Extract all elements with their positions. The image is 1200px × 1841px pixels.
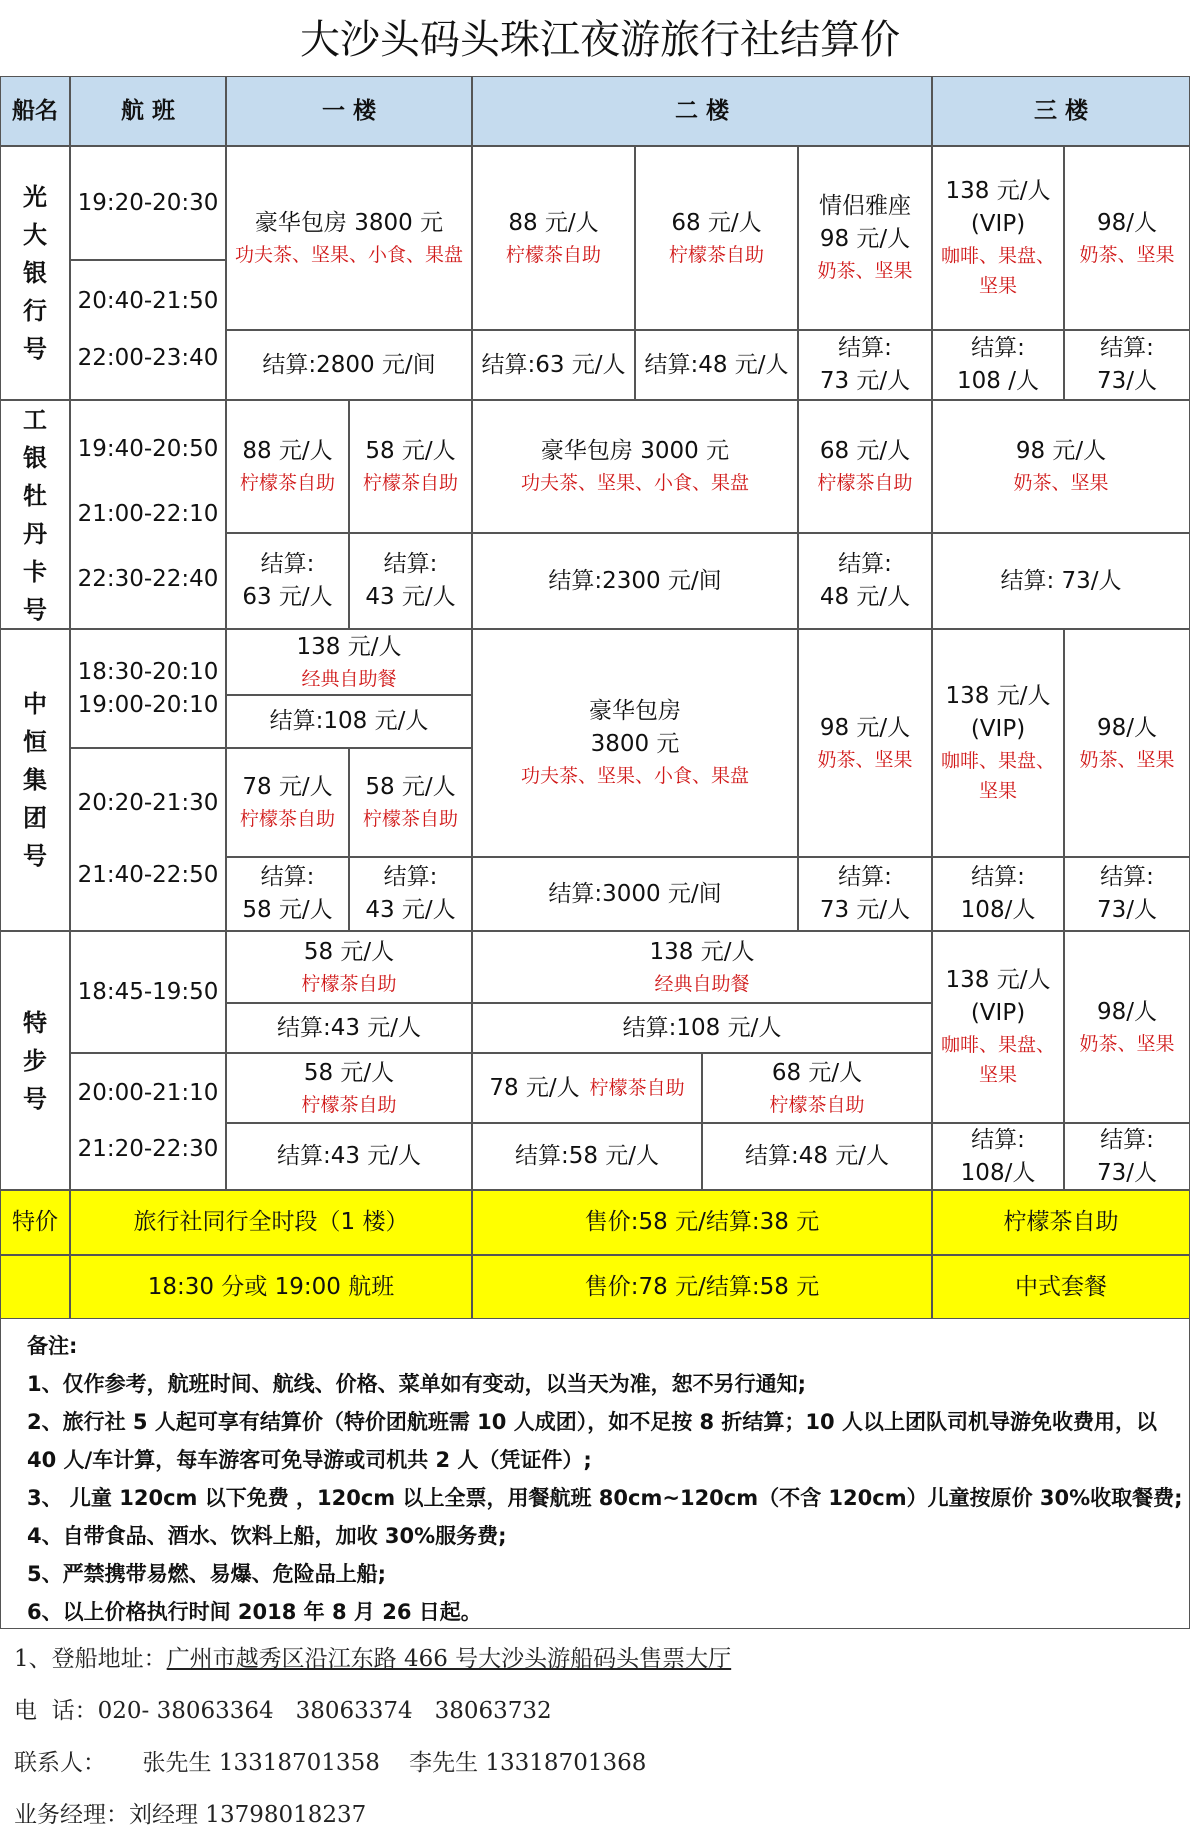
ship1-f3b-settle: 结算: 73/人 — [1064, 330, 1190, 400]
ship2-f2c-price: 68 元/人 柠檬茶自助 — [798, 400, 932, 533]
note-item: 40 人/车计算，每车游客可免导游或司机共 2 人（凭证件）; — [27, 1448, 592, 1472]
ship1-f3a-settle: 结算: 108 /人 — [932, 330, 1064, 400]
ship1-f2a-settle: 结算:63 元/人 — [472, 330, 635, 400]
ship3-f3a-price: 138 元/人 (VIP) 咖啡、果盘、 坚果 — [932, 629, 1064, 857]
ship4-time-1: 18:45-19:50 — [70, 931, 226, 1053]
ship1-f2b-price: 68 元/人 柠檬茶自助 — [635, 146, 798, 330]
ship4-f2b-price: 78 元/人 柠檬茶自助 — [472, 1053, 702, 1123]
ship4-f1b-settle: 结算:43 元/人 — [226, 1123, 472, 1190]
ship4-time-2-3: 20:00-21:10 21:20-22:30 — [70, 1053, 226, 1190]
ship1-f2c-price: 情侣雅座 98 元/人 奶茶、坚果 — [798, 146, 932, 330]
ship4-f3a-price: 138 元/人 (VIP) 咖啡、果盘、 坚果 — [932, 931, 1064, 1123]
note-item: 4、自带食品、酒水、饮料上船，加收 30%服务费; — [27, 1524, 507, 1548]
special-label-blank — [0, 1255, 70, 1319]
ship3-f2c-price: 98 元/人 奶茶、坚果 — [798, 629, 932, 857]
boarding-address: 1、登船地址：广州市越秀区沿江东路 466 号大沙头游船码头售票大厅 — [14, 1646, 732, 1672]
ship4-f2c-price: 68 元/人 柠檬茶自助 — [702, 1053, 932, 1123]
header-floor2: 二 楼 — [472, 76, 932, 146]
ship2-f2c-settle: 结算: 48 元/人 — [798, 533, 932, 629]
ship3-f2-settle: 结算:3000 元/间 — [472, 857, 798, 931]
ship1-time-1: 19:20-20:30 — [70, 146, 226, 260]
ship3-f3a-settle: 结算: 108/人 — [932, 857, 1064, 931]
ship2-f2-price: 豪华包房 3000 元 功夫茶、坚果、小食、果盘 — [472, 400, 798, 533]
ship1-f1-settle: 结算:2800 元/间 — [226, 330, 472, 400]
ship1-f2a-price: 88 元/人 柠檬茶自助 — [472, 146, 635, 330]
special-row2-price: 售价:78 元/结算:58 元 — [472, 1255, 932, 1319]
note-item: 6、以上价格执行时间 2018 年 8 月 26 日起。 — [27, 1600, 482, 1624]
ship4-f1a-price: 58 元/人 柠檬茶自助 — [226, 931, 472, 1003]
manager-line: 业务经理：刘经理 13798018237 — [14, 1802, 367, 1828]
contact-footer — [14, 1633, 1184, 1841]
ship2-f3-settle: 结算: 73/人 — [932, 533, 1190, 629]
ship1-name: 光 大 银 行 号 — [0, 146, 70, 400]
ship3-f3b-settle: 结算: 73/人 — [1064, 857, 1190, 931]
ship4-f1a-settle: 结算:43 元/人 — [226, 1003, 472, 1053]
special-row2-desc: 18:30 分或 19:00 航班 — [70, 1255, 472, 1319]
ship1-f3b-price: 98/人 奶茶、坚果 — [1064, 146, 1190, 330]
boarding-address-value: 广州市越秀区沿江东路 466 号大沙头游船码头售票大厅 — [166, 1646, 732, 1672]
price-table — [0, 76, 1190, 1319]
ship4-f2a-settle: 结算:108 元/人 — [472, 1003, 932, 1053]
ship4-f1b-price: 58 元/人 柠檬茶自助 — [226, 1053, 472, 1123]
ship2-f1b-price: 58 元/人 柠檬茶自助 — [349, 400, 472, 533]
ship2-f1b-settle: 结算: 43 元/人 — [349, 533, 472, 629]
page-title: 大沙头码头珠江夜游旅行社结算价 — [300, 17, 900, 63]
ship2-f3-price: 98 元/人 奶茶、坚果 — [932, 400, 1190, 533]
ship3-f3b-price: 98/人 奶茶、坚果 — [1064, 629, 1190, 857]
header-floor1: 一 楼 — [226, 76, 472, 146]
note-item: 1、仅作参考，航班时间、航线、价格、菜单如有变动，以当天为准，恕不另行通知; — [27, 1372, 807, 1396]
special-row1-desc: 旅行社同行全时段（1 楼） — [70, 1190, 472, 1255]
ship1-f3a-price: 138 元/人 (VIP) 咖啡、果盘、 坚果 — [932, 146, 1064, 330]
note-item: 2、旅行社 5 人起可享有结算价（特价团航班需 10 人成团），如不足按 8 折结算；10 人以上团队司机导游免收费用，以 — [27, 1410, 1157, 1434]
ship3-f1top-settle: 结算:108 元/人 — [226, 695, 472, 748]
ship4-f2b-settle: 结算:58 元/人 — [472, 1123, 702, 1190]
special-label: 特价 — [0, 1190, 70, 1255]
ship4-f3a-settle: 结算: 108/人 — [932, 1123, 1064, 1190]
header-flight: 航 班 — [70, 76, 226, 146]
contact-line: 联系人： 张先生 13318701358 李先生 13318701368 — [14, 1750, 647, 1776]
ship1-f1-price: 豪华包房 3800 元 功夫茶、坚果、小食、果盘 — [226, 146, 472, 330]
ship3-times-a: 18:30-20:10 19:00-20:10 — [70, 629, 226, 748]
ship4-f2c-settle: 结算:48 元/人 — [702, 1123, 932, 1190]
ship3-f1b-price: 58 元/人 柠檬茶自助 — [349, 748, 472, 857]
ship1-time-2-3: 20:40-21:50 22:00-23:40 — [70, 260, 226, 400]
phone-line: 电 话：020- 38063364 38063374 38063732 — [14, 1698, 552, 1724]
note-item: 5、严禁携带易燃、易爆、危险品上船; — [27, 1562, 387, 1586]
ship4-name: 特 步 号 — [0, 931, 70, 1190]
special-row2-meal: 中式套餐 — [932, 1255, 1190, 1319]
ship1-f2b-settle: 结算:48 元/人 — [635, 330, 798, 400]
note-item: 3、 儿童 120cm 以下免费 ，120cm 以上全票，用餐航班 80cm~120cm（不含 120cm）儿童按原价 30%收取餐费; — [27, 1486, 1183, 1510]
header-floor3: 三 楼 — [932, 76, 1190, 146]
ship2-name: 工 银 牡 丹 卡 号 — [0, 400, 70, 629]
ship3-f1top-price: 138 元/人 经典自助餐 — [226, 629, 472, 695]
special-row1-price: 售价:58 元/结算:38 元 — [472, 1190, 932, 1255]
ship3-f1b-settle: 结算: 43 元/人 — [349, 857, 472, 931]
notes-title: 备注: — [27, 1334, 78, 1358]
header-ship: 船名 — [0, 76, 70, 146]
ship3-f1a-price: 78 元/人 柠檬茶自助 — [226, 748, 349, 857]
ship3-times-b: 20:20-21:30 21:40-22:50 — [70, 748, 226, 931]
ship3-f1a-settle: 结算: 58 元/人 — [226, 857, 349, 931]
ship4-f2a-price: 138 元/人 经典自助餐 — [472, 931, 932, 1003]
special-row1-meal: 柠檬茶自助 — [932, 1190, 1190, 1255]
ship1-f2c-settle: 结算: 73 元/人 — [798, 330, 932, 400]
ship3-name: 中 恒 集 团 号 — [0, 629, 70, 931]
ship4-f3b-price: 98/人 奶茶、坚果 — [1064, 931, 1190, 1123]
ship4-f3b-settle: 结算: 73/人 — [1064, 1123, 1190, 1190]
notes-section — [0, 1319, 1190, 1629]
ship2-f1a-settle: 结算: 63 元/人 — [226, 533, 349, 629]
ship3-f2c-settle: 结算: 73 元/人 — [798, 857, 932, 931]
ship3-f2-price: 豪华包房 3800 元 功夫茶、坚果、小食、果盘 — [472, 629, 798, 857]
ship2-f2-settle: 结算:2300 元/间 — [472, 533, 798, 629]
ship2-times: 19:40-20:50 21:00-22:10 22:30-22:40 — [70, 400, 226, 629]
ship2-f1a-price: 88 元/人 柠檬茶自助 — [226, 400, 349, 533]
